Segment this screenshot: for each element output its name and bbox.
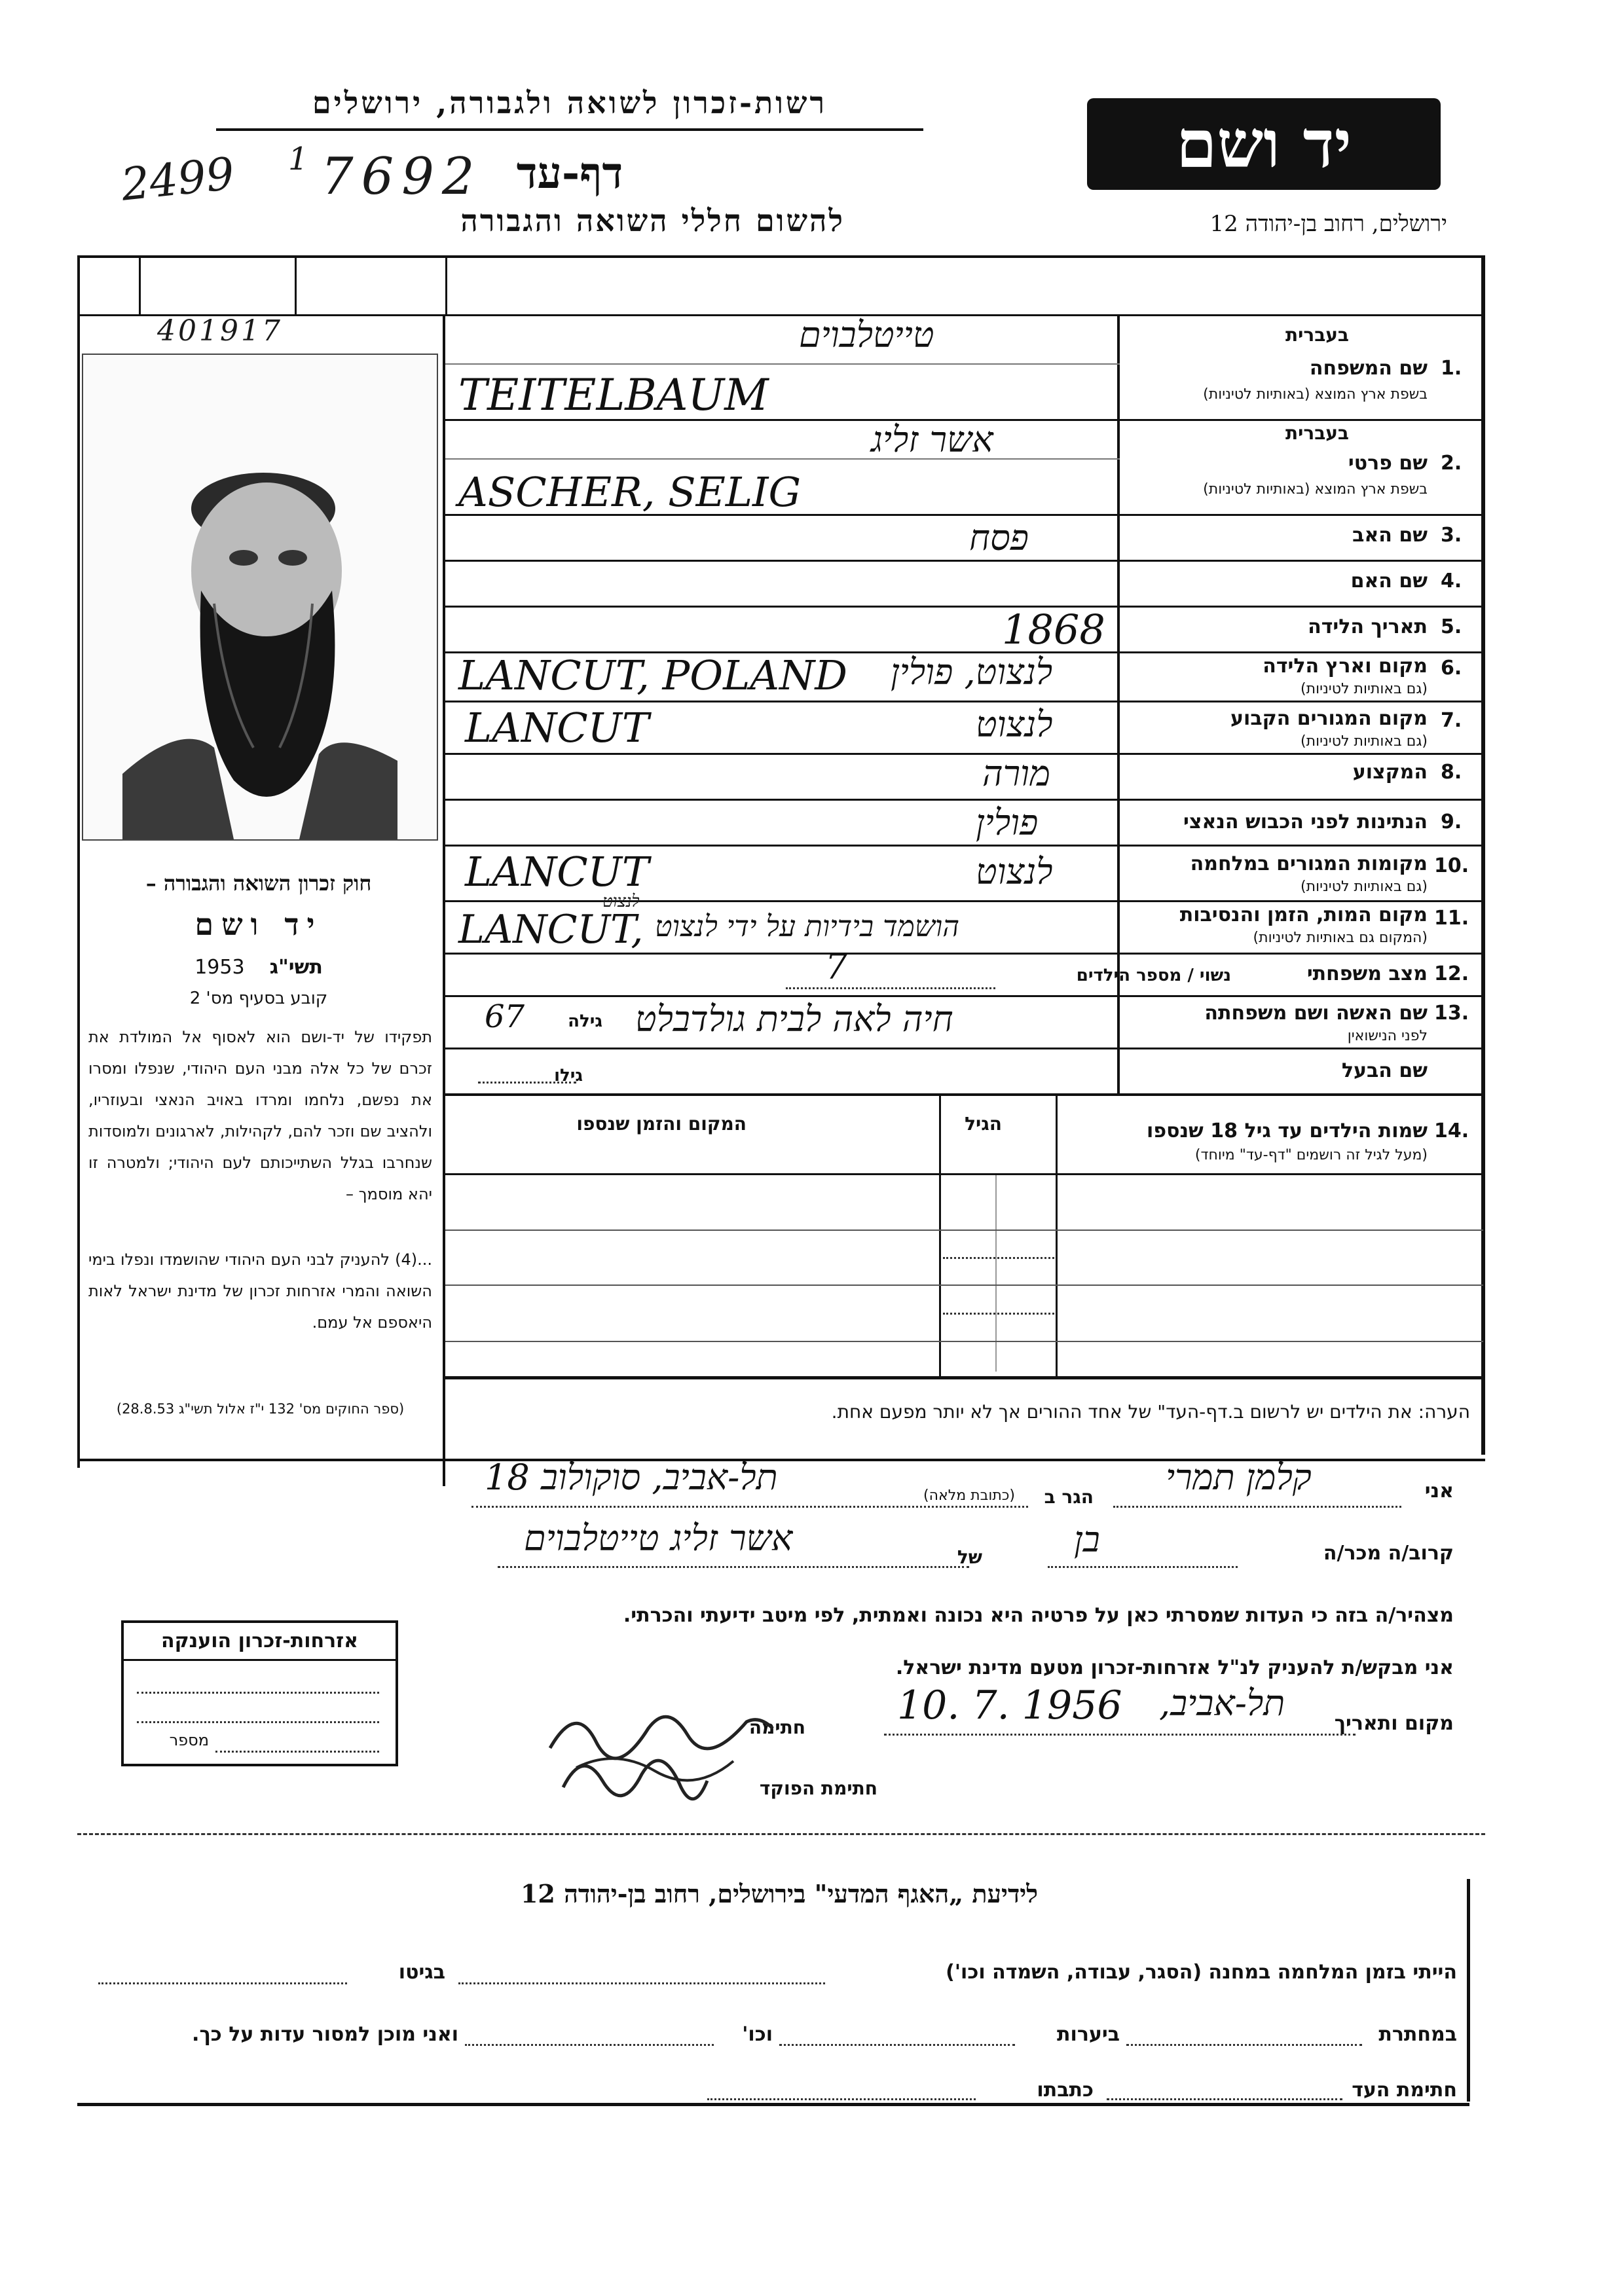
row-line-2a [445, 458, 1120, 460]
declaration-relation-value: בן [1074, 1519, 1100, 1560]
law-year: 1953 [194, 956, 245, 979]
footer-line3-witness-signature: חתימת העד [1352, 2079, 1457, 2102]
field-1-value-latin: TEITELBAUM [458, 370, 769, 420]
footer-line2-dotted-2 [779, 2044, 1015, 2046]
field-4-number: 4. [1441, 570, 1462, 592]
field-6-value-hebrew: לנצוט, פולין [891, 651, 1053, 693]
footer-line3-dotted-2 [707, 2098, 976, 2100]
header-cell-divider-3 [139, 257, 141, 316]
row-line-12 [445, 995, 1483, 997]
field-9-number: 9. [1441, 811, 1462, 833]
children-place-column-header: המקום והזמן שנספו [576, 1113, 747, 1135]
children-col-divider-2 [939, 1095, 941, 1376]
field-2-number: 2. [1441, 452, 1462, 475]
husband-label: שם הבעל [1341, 1059, 1428, 1082]
field-12-value: 7 [825, 946, 848, 987]
field-12-label: מצב משפחתי [1306, 962, 1428, 985]
field-6-label: מקום וארץ הלידה [1263, 655, 1428, 678]
field-6-value-latin: LANCUT, POLAND [458, 651, 847, 699]
declaration-relative: קרוב/ה מכר/ה [1323, 1542, 1454, 1565]
footer-title: לידיעת „האגף המדעי" בירושלים, רחוב בן-יהודה 12 [520, 1879, 1039, 1908]
frame-top-border-2 [77, 314, 1485, 316]
children-row-dotted-1 [943, 1257, 1054, 1259]
footer-line3-dotted-1 [1107, 2098, 1342, 2100]
field-11-label: מקום המות, הזמן והנסיבות [1179, 903, 1428, 926]
field-13-age-label: גילה [568, 1011, 602, 1031]
law-body-2: ...(4) להעניק לבני העם היהודי שהושמדו ונפלו בימי השואה והמרי אזרחות זכרון של מדינת ישראל לאות היאספם אל עמם. [88, 1250, 432, 1332]
address-line: ירושלים, רחוב בן-יהודה 12 [1209, 211, 1447, 237]
field-2-value-latin: ASCHER, SELIG [458, 468, 802, 516]
field-7-value-latin: LANCUT [465, 704, 650, 752]
officer-signature-mark [550, 1741, 720, 1827]
field-5-label: תאריך הלידה [1308, 615, 1428, 638]
field-5-number: 5. [1441, 615, 1462, 638]
declaration-name-value: קלמן תמרי [1166, 1457, 1312, 1498]
header-cell-divider [295, 257, 297, 316]
declaration-place-value: תל-אביב, [1159, 1683, 1285, 1724]
field-11-value-hebrew: הושמד בידיות על ידי לנצוט [655, 910, 960, 943]
children-col-divider-3 [995, 1175, 997, 1372]
field-13-value: חיה לאה לבית גולדבלט [635, 998, 953, 1040]
citizenship-dotted-3 [215, 1751, 379, 1753]
header-cell-divider-2 [445, 257, 447, 316]
field-11-number: 11. [1434, 907, 1469, 930]
field-8-value: מורה [982, 753, 1050, 794]
law-body-1: תפקידו של יד-ושם הוא לאסוף אל המולדת את זכרם של כל אלה מבני העם היהודי, שנפלו ומסרו את נפשם, נלחמו ומרדו באויב הנאצי ובעוזריו, ולהציב שם וזכר להם, לקהילות, לארגונים ולמוסדות שנחרבו בגלל השתייכותם לעם היהודי; ולמטרה זו יהא מוסמך – [88, 1028, 432, 1203]
declaration-deceased-value: אשר זליג טייטלבוים [524, 1518, 793, 1559]
field-2-label: שם פרטי [1348, 452, 1428, 475]
field-4-label: שם האם [1350, 570, 1428, 592]
field-7-number: 7. [1441, 709, 1462, 732]
field-10-value-hebrew: לנצוט [976, 851, 1053, 892]
children-row-line-4 [445, 1341, 1483, 1342]
declaration-deceased-dotted [498, 1566, 969, 1568]
row-line-13 [445, 1048, 1483, 1049]
declaration-resides-sub: (כתובת מלאה) [923, 1487, 1015, 1504]
row-line-4 [445, 606, 1483, 608]
children-col-divider-1 [1056, 1095, 1058, 1376]
declaration-statement: מצהיר/ה בזה כי העדות שמסרתי כאן על פרטיה היא נכונה ואמתית, לפי מיטב ידיעתי והכרתי. [623, 1604, 1454, 1627]
row-line-10 [445, 900, 1483, 902]
row-line-1a [445, 363, 1120, 365]
field-7-value-hebrew: לנצוט [976, 704, 1053, 745]
field-1-label: שם המשפחה [1309, 357, 1428, 380]
footer-line2-ready: ואני מוכן למסור עדות על כך. [192, 2023, 458, 2046]
row-line-7 [445, 753, 1483, 755]
field-13-label: שם האשה ושם משפחתה [1204, 1002, 1428, 1025]
declaration-date-value: 10. 7. 1956 [897, 1683, 1122, 1728]
field-2-sublabel: בשפת ארץ המוצא (באותיות לטיניות) [1203, 481, 1428, 498]
logo-text: יד ושם [1176, 105, 1352, 183]
field-11-value-latin: LANCUT, [458, 907, 644, 953]
portrait-photo [82, 354, 438, 841]
children-bottom-line [445, 1376, 1483, 1379]
footer-line2-underground: במחתרת [1378, 2023, 1457, 2046]
declaration-officer-label: חתימת הפוקד [759, 1777, 877, 1799]
field-3-label: שם האב [1352, 524, 1428, 547]
law-clause: קובע בסעיף מס' 2 [189, 989, 328, 1008]
frame-top-border [77, 255, 1485, 258]
field-3-number: 3. [1441, 524, 1462, 547]
declaration-address-dotted [471, 1506, 1028, 1508]
declaration-address-value: תל-אביב, סוקולוב 18 [485, 1457, 778, 1498]
row-line-11 [445, 953, 1483, 955]
law-citation: (ספר החוקים מס' 132 י"ז אלול תשי"ג 28.8.53) [116, 1401, 405, 1417]
frame-left-border [77, 257, 80, 1468]
purpose-line: להשום חללי השואה והגבורה [460, 203, 845, 238]
field-5-value: 1868 [1002, 606, 1105, 653]
citizenship-number-label: מספר [169, 1731, 209, 1749]
declaration-resides: הגר ב [1044, 1486, 1094, 1508]
row-line-husband [445, 1093, 1483, 1096]
footer-bottom-border [77, 2103, 1469, 2106]
declaration-signature-label: חתימה [748, 1717, 805, 1738]
field-6-sublabel: (גם באותיות לטיניות) [1301, 681, 1428, 697]
field-13-number: 13. [1434, 1002, 1469, 1025]
footer-top-dashed [77, 1833, 1485, 1835]
portrait-drawing [83, 355, 437, 839]
field-8-number: 8. [1441, 761, 1462, 784]
law-title: חוק זכרון השואה והגבורה – [145, 871, 372, 896]
photo-id-number: 401917 [157, 314, 283, 348]
footer-line2-dotted-3 [465, 2044, 714, 2046]
sheet-title: דף-עד [516, 147, 623, 198]
sheet-number: 7692 [321, 147, 483, 206]
citizenship-box [121, 1620, 398, 1766]
declaration-request: אני מבקש/ת להעניק לנ"ל אזרחות-זכרון מטעם מדינת ישראל. [895, 1656, 1454, 1679]
field-1-value-hebrew: טייטלבוים [799, 314, 934, 355]
footer-line1-dotted-1 [458, 1982, 825, 1984]
handwritten-ref-number-2: 1 [288, 141, 308, 177]
field-2-value-hebrew: אשר זליג [871, 419, 993, 460]
field-13-sublabel: לפני הנישואין [1347, 1028, 1428, 1044]
authority-title: רשות-זכרון לשואה ולגבורה, ירושלים [312, 85, 828, 120]
husband-age-dotted [478, 1082, 576, 1084]
field-12-number: 12. [1434, 962, 1469, 985]
field-3-value: פסח [969, 517, 1029, 558]
field-8-label: המקצוע [1352, 761, 1428, 784]
field-9-value: פולין [976, 802, 1039, 843]
citizenship-box-title: אזרחות-זכרון הוענקה [124, 1623, 396, 1661]
field-7-label: מקום המגורים הקבוע [1230, 707, 1428, 730]
row-line-6 [445, 701, 1483, 702]
declaration-relation-dotted [1048, 1566, 1238, 1568]
law-name: יד ושם [194, 907, 323, 942]
field-10-label: מקומות המגורים במלחמה [1190, 852, 1428, 875]
handwritten-ref-number: 2499 [119, 148, 237, 211]
frame-right-border [1481, 257, 1485, 1455]
declaration-name-dotted [1113, 1506, 1401, 1508]
law-year-hebrew: תשי"ג [269, 956, 323, 979]
field-11-value-extra: לנצוט [602, 892, 640, 911]
field-10-sublabel: (גם באותיות לטיניות) [1301, 879, 1428, 895]
children-row-line-2 [445, 1230, 1483, 1231]
husband-age-label: גילו [554, 1066, 583, 1085]
field-10-value-latin: LANCUT [465, 848, 650, 896]
citizenship-dotted-2 [137, 1721, 379, 1723]
footer-line1-camp: הייתי בזמן המלחמה במחנה (הסגר, עבודה, השמדה וכו') [946, 1961, 1457, 1984]
law-year-row [85, 956, 432, 979]
field-11-sublabel: (המקום גם באותיות לטיניות) [1253, 930, 1428, 946]
footer-line2-dotted-1 [1126, 2044, 1362, 2046]
field-6-number: 6. [1441, 657, 1462, 680]
field-12-dotted-line [786, 987, 995, 989]
footer-line2-etc: וכו' [742, 2023, 773, 2046]
authority-underline [216, 128, 923, 131]
footer-line1-ghetto: בגיטו [398, 1961, 445, 1984]
yad-vashem-logo [1087, 98, 1441, 190]
citizenship-dotted-1 [137, 1692, 379, 1694]
declaration-ani: אני [1424, 1480, 1454, 1503]
field-1-number: 1. [1441, 357, 1462, 380]
field-9-label: הנתינות לפני הכבוש הנאצי [1183, 811, 1428, 833]
row-line-9 [445, 845, 1483, 847]
children-sublabel: (מעל לגיל זה רושמים "דף-עד" מיוחד) [1194, 1147, 1428, 1163]
note-line: הערה: את הילדים יש לרשום ב.דף-העד" של אחד ההורים אך לא יותר מפעם אחת. [831, 1401, 1470, 1423]
row-line-3 [445, 560, 1483, 562]
field-7-sublabel: (גם באותיות לטיניות) [1301, 733, 1428, 750]
children-row-line-3 [445, 1285, 1483, 1286]
field-12-status-text: נשוי / מספר הילדים [1076, 966, 1231, 985]
children-row-line-1 [445, 1173, 1483, 1175]
footer-line1-dotted-2 [98, 1982, 347, 1984]
row-line-8 [445, 799, 1483, 801]
children-row-dotted-2 [943, 1313, 1054, 1315]
footer-line2-forests: ביערות [1057, 2023, 1120, 2046]
children-age-column-header: הגיל [965, 1113, 1002, 1135]
footer-line3-address: כתבתו [1037, 2079, 1094, 2102]
field-10-number: 10. [1434, 854, 1469, 877]
field-1-sublabel: בשפת ארץ המוצא (באותיות לטיניות) [1203, 386, 1428, 403]
children-number: 14. [1434, 1120, 1469, 1142]
declaration-of: של [957, 1546, 982, 1568]
field-2-hebrew-tag: בעברית [1285, 422, 1349, 444]
children-label: שמות הילדים עד גיל 18 שנספו [1147, 1120, 1428, 1142]
field-13-age-value: 67 [485, 998, 525, 1035]
declaration-place-date-label: מקום ותאריך [1334, 1712, 1454, 1735]
footer-right-border [1467, 1879, 1470, 2102]
field-1-hebrew-tag: בעברית [1285, 324, 1349, 346]
declaration-place-date-dotted [884, 1734, 1356, 1736]
